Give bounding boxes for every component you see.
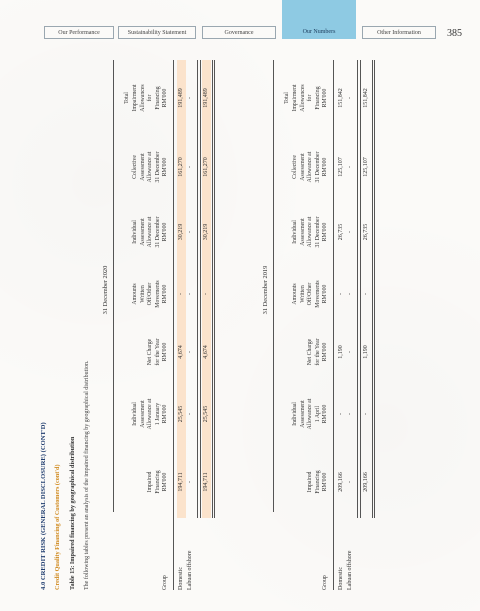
table-cell: 4,674 xyxy=(178,345,184,359)
table-cell: 1,190 xyxy=(338,345,344,359)
column-header-line: 1 January xyxy=(154,402,161,426)
tab-governance[interactable]: Governance xyxy=(202,26,276,39)
table-cell: 125,107 xyxy=(338,157,344,177)
table-cell: 161,270 xyxy=(178,157,184,177)
column-header-line: Allowance at xyxy=(307,398,314,430)
table-cell: - xyxy=(338,293,344,295)
column-header-line: Amounts xyxy=(292,283,298,305)
column-header-line: for xyxy=(147,94,154,102)
total-rule-bottom xyxy=(372,60,373,518)
column-header-line: Impaired xyxy=(147,471,154,493)
column-header-line: Written xyxy=(139,285,146,303)
column-header-group xyxy=(322,575,330,590)
column-header-line: RM'000 xyxy=(162,88,169,108)
column-header-line: Allowance at xyxy=(307,216,314,248)
table-cell: - xyxy=(187,293,193,295)
subtotal-rule xyxy=(357,60,358,518)
column-header-line: Assessment xyxy=(139,218,146,246)
column-header-line: Allowance at xyxy=(147,216,154,248)
period-rule xyxy=(113,60,114,512)
table-cell: 151,842 xyxy=(338,88,344,108)
table-cell: 191,489 xyxy=(203,88,209,108)
column-header xyxy=(292,379,330,449)
total-rule-bottom-2 xyxy=(214,60,215,518)
column-header-line: Individual xyxy=(132,220,138,244)
column-header xyxy=(292,197,330,267)
table-cell: 1,190 xyxy=(363,345,369,359)
column-header-line: Allowances xyxy=(139,84,146,112)
column-header xyxy=(132,379,170,449)
column-header-line: 31 December xyxy=(154,151,161,183)
column-header-line: 31 December xyxy=(154,216,161,248)
column-header-line: RM'000 xyxy=(322,284,329,304)
table-period-title: 31 December 2020 xyxy=(102,265,109,315)
table-cell: 4,674 xyxy=(203,345,209,359)
subsection-heading: Credit Quality Financing of Customers (cont'd) xyxy=(54,464,61,590)
table-cell: 194,711 xyxy=(178,472,184,492)
table-cell: - xyxy=(178,293,184,295)
column-header-line: Allowance at xyxy=(147,151,154,183)
table-cell: - xyxy=(187,231,193,233)
total-rule-top xyxy=(360,60,361,518)
column-header-line: RM'000 xyxy=(322,472,329,492)
column-header-line: Financing xyxy=(154,470,161,494)
header-rule xyxy=(333,60,334,590)
table-cell: - xyxy=(363,413,369,415)
column-header-group xyxy=(162,575,170,590)
table-cell: - xyxy=(187,413,193,415)
section-heading: 4.0 CREDIT RISK (GENERAL DISCLOSURE) (CONT'D) xyxy=(40,422,47,590)
column-header xyxy=(132,197,170,267)
column-header-line: RM'000 xyxy=(322,404,329,424)
column-header-line: RM'000 xyxy=(322,157,329,177)
table-cell: 194,711 xyxy=(203,472,209,492)
table-cell: - xyxy=(203,293,209,295)
row-label: Labuan offshore xyxy=(347,550,353,590)
table-cell: 25,545 xyxy=(203,405,209,423)
column-header-line: Impaired xyxy=(307,471,314,493)
column-header-line: Financing xyxy=(154,86,161,110)
column-header-line: Assessment xyxy=(139,153,146,181)
table-cell: - xyxy=(347,481,353,483)
table-cell: - xyxy=(347,166,353,168)
column-header xyxy=(132,132,170,202)
row-label: Domestic xyxy=(338,567,344,590)
rotated-content xyxy=(40,30,420,590)
tab-our-performance[interactable]: Our Performance xyxy=(44,26,114,39)
total-rule-bottom xyxy=(212,60,213,518)
table-cell: 151,842 xyxy=(363,88,369,108)
column-header-line: RM'000 xyxy=(322,222,329,242)
column-header-line: Impairment xyxy=(291,84,298,112)
row-label: Labuan offshore xyxy=(187,550,193,590)
column-header-line: RM'000 xyxy=(162,157,169,177)
table-cell: - xyxy=(187,351,193,353)
table-period-title: 31 December 2019 xyxy=(262,265,269,315)
table-cell: 209,166 xyxy=(338,472,344,492)
row-label: Domestic xyxy=(178,567,184,590)
column-header xyxy=(132,259,170,329)
column-header-line: for the Year xyxy=(154,338,161,366)
table-cell: - xyxy=(347,351,353,353)
column-header-line: Movements xyxy=(154,280,161,308)
page-number: 385 xyxy=(447,28,462,39)
column-header-line: Total xyxy=(124,92,131,104)
table-cell: - xyxy=(363,293,369,295)
tab-sustainability-statement[interactable]: Sustainability Statement xyxy=(118,26,196,39)
column-header-line: 1 April xyxy=(314,405,321,423)
table-cell: 161,270 xyxy=(203,157,209,177)
table-cell: - xyxy=(338,413,344,415)
total-rule-top xyxy=(200,60,201,518)
column-header-line: Net Charge xyxy=(147,338,154,366)
column-header-line: 31 December xyxy=(314,151,321,183)
tab-our-numbers[interactable]: Our Numbers xyxy=(282,0,356,39)
column-header-line: Amounts xyxy=(132,283,138,305)
table-cell: - xyxy=(347,413,353,415)
column-header-line: Group xyxy=(322,575,329,590)
column-header-line: Assessment xyxy=(299,153,306,181)
column-header-line: RM'000 xyxy=(322,342,329,362)
column-header-line: RM'000 xyxy=(162,222,169,242)
table-cell: 30,219 xyxy=(203,223,209,241)
column-header-line: RM'000 xyxy=(322,88,329,108)
column-header-line: Individual xyxy=(292,402,298,426)
header-rule xyxy=(173,60,174,590)
table-cell: 25,545 xyxy=(178,405,184,423)
table-cell: 26,735 xyxy=(338,223,344,241)
column-header-line: Assessment xyxy=(299,218,306,246)
table-cell: 26,735 xyxy=(363,223,369,241)
column-header xyxy=(292,259,330,329)
period-rule xyxy=(273,60,274,512)
column-header xyxy=(284,63,330,133)
column-header-line: Off/Other xyxy=(307,282,314,306)
column-header-line: Assessment xyxy=(139,400,146,428)
column-header xyxy=(124,63,170,133)
table-cell: - xyxy=(187,481,193,483)
table-cell: 125,107 xyxy=(363,157,369,177)
column-header-line: Collective xyxy=(292,155,298,179)
tab-other-information[interactable]: Other Information xyxy=(362,26,436,39)
column-header-line: Allowances xyxy=(299,84,306,112)
total-rule-bottom-2 xyxy=(374,60,375,518)
column-header-line: Off/Other xyxy=(147,282,154,306)
table-cell: - xyxy=(347,293,353,295)
table-cell: - xyxy=(187,166,193,168)
column-header-line: RM'000 xyxy=(162,342,169,362)
column-header-line: Collective xyxy=(132,155,138,179)
column-header-line: Net Charge xyxy=(307,338,314,366)
column-header-line: for the Year xyxy=(314,338,321,366)
column-header-line: Impairment xyxy=(131,84,138,112)
subtotal-rule xyxy=(197,60,198,518)
column-header-line: Financing xyxy=(314,86,321,110)
column-header-line: RM'000 xyxy=(162,284,169,304)
table-cell: 209,166 xyxy=(363,472,369,492)
column-header-line: Movements xyxy=(314,280,321,308)
column-header xyxy=(147,447,170,517)
column-header-line: Assessment xyxy=(299,400,306,428)
column-header-line: RM'000 xyxy=(162,404,169,424)
column-header-line: Allowance at xyxy=(307,151,314,183)
column-header-line: for xyxy=(307,94,314,102)
table-cell: 191,489 xyxy=(178,88,184,108)
column-header-line: Total xyxy=(284,92,291,104)
column-header xyxy=(307,447,330,517)
column-header-line: Written xyxy=(299,285,306,303)
column-header-line: Individual xyxy=(292,220,298,244)
table-title: Table 15: Impaired financing by geographical distribution xyxy=(69,436,76,590)
column-header-line: Group xyxy=(162,575,169,590)
column-header-line: Allowance at xyxy=(147,398,154,430)
column-header xyxy=(292,132,330,202)
table-cell: - xyxy=(347,97,353,99)
table-cell: - xyxy=(347,231,353,233)
column-header-line: RM'000 xyxy=(162,472,169,492)
column-header-line: Individual xyxy=(132,402,138,426)
table-cell: - xyxy=(187,97,193,99)
column-header-line: Financing xyxy=(314,470,321,494)
table-cell: 30,219 xyxy=(178,223,184,241)
intro-paragraph: The following tables present an analysis of the impaired financing by geographical distribution. xyxy=(84,360,90,590)
column-header-line: 31 December xyxy=(314,216,321,248)
